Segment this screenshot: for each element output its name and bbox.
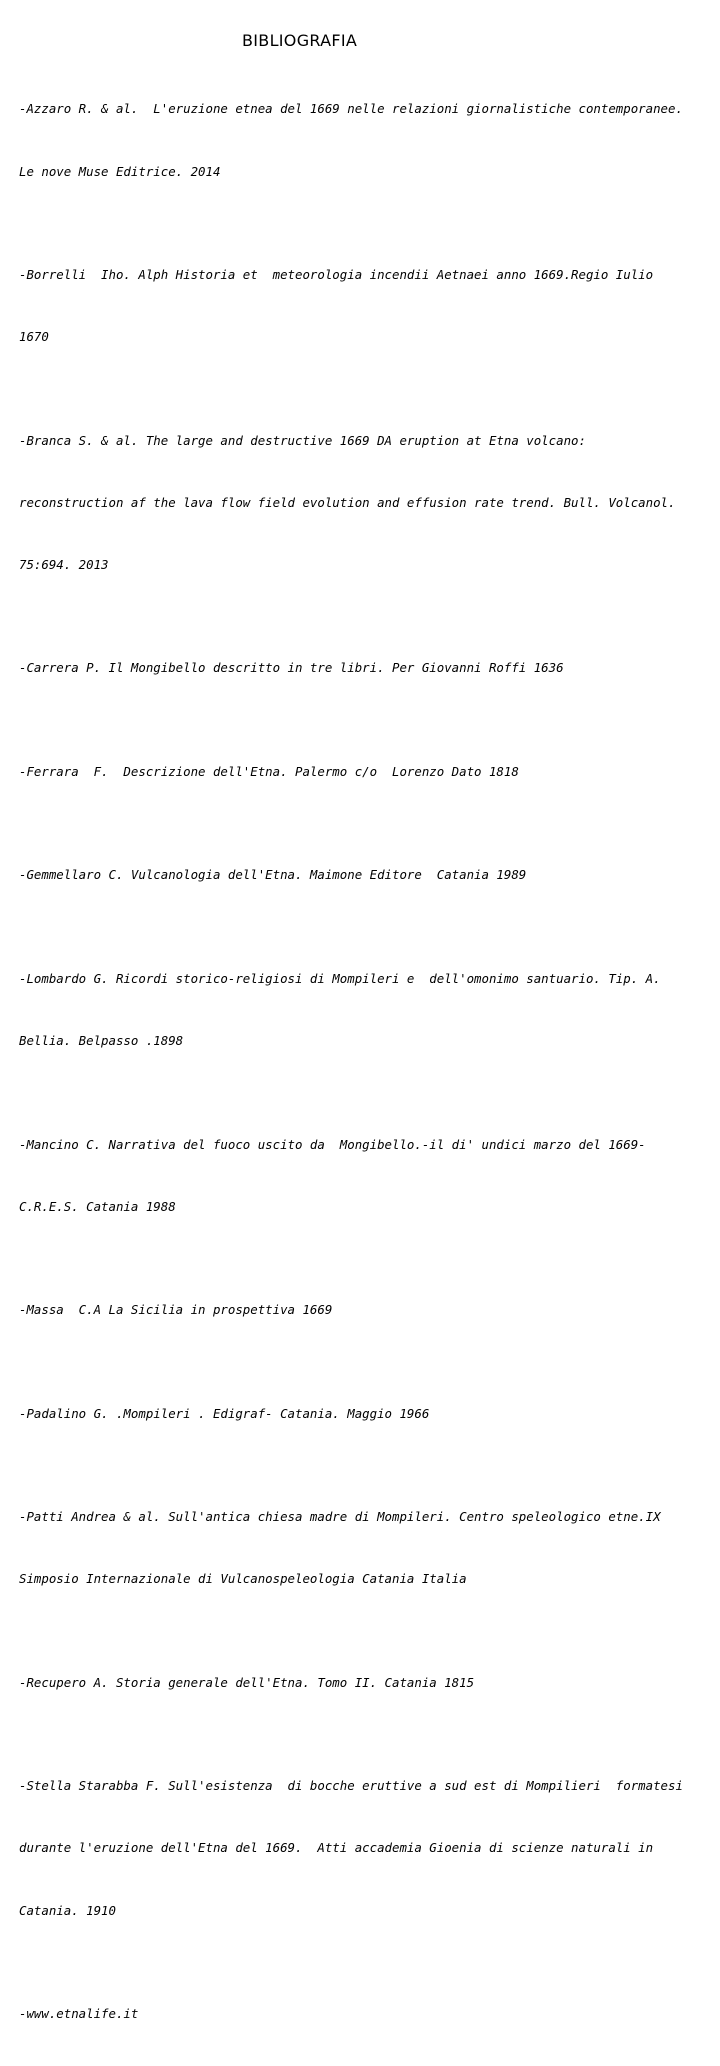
entry-line: durante l'eruzione dell'Etna del 1669. Atti accademia Gioenia di scienze naturali in: [19, 1840, 654, 1856]
bibliography-entry-branca: [19, 389, 715, 617]
entry-line: 1670: [19, 329, 49, 345]
entry-line: Catania. 1910: [19, 1902, 116, 1918]
entry-line: -Massa C.A La Sicilia in prospettiva 1669: [19, 1302, 333, 1318]
entry-line: -Mancino C. Narrativa del fuoco uscito da Mongibello.-il di' undici marzo del 1669-: [19, 1136, 646, 1152]
bibliography-entry-recupero: [19, 1631, 715, 1735]
bibliography-list: [19, 58, 715, 2066]
bibliography-entry-carrera: [19, 617, 715, 721]
entry-line: Bellia. Belpasso .1898: [19, 1033, 184, 1049]
entry-line: reconstruction af the lava flow field evolution and effusion rate trend. Bull. Volcanol.: [19, 494, 676, 510]
entry-line: -Padalino G. .Mompileri . Edigraf- Catania. Maggio 1966: [19, 1405, 430, 1421]
page-title: BIBLIOGRAFIA: [242, 31, 358, 50]
entry-line: -Recupero A. Storia generale dell'Etna. Tomo II. Catania 1815: [19, 1674, 475, 1690]
bibliography-entry-ferrara: [19, 721, 715, 825]
bibliography-entry-borrelli: [19, 224, 715, 390]
entry-line: -Borrelli Iho. Alph Historia et meteorologia incendii Aetnaei anno 1669.Regio Iulio: [19, 267, 654, 283]
bibliography-entry-padalino: [19, 1362, 715, 1466]
entry-line: C.R.E.S. Catania 1988: [19, 1198, 176, 1214]
bibliography-entry-azzaro: [19, 58, 715, 224]
entry-line: -Carrera P. Il Mongibello descritto in tre libri. Per Giovanni Roffi 1636: [19, 660, 564, 676]
entry-line: Le nove Muse Editrice. 2014: [19, 163, 221, 179]
entry-line: Simposio Internazionale di Vulcanospeleologia Catania Italia: [19, 1571, 467, 1587]
entry-line: -Ferrara F. Descrizione dell'Etna. Palermo c/o Lorenzo Dato 1818: [19, 763, 519, 779]
bibliography-entry-lombardo: [19, 928, 715, 1094]
entry-line: -Lombardo G. Ricordi storico-religiosi di Mompileri e dell'omonimo santuario. Tip. A.: [19, 970, 661, 986]
entry-line: -Stella Starabba F. Sull'esistenza di bocche eruttive a sud est di Mompilieri formatesi: [19, 1778, 683, 1794]
bibliography-entry-patti: [19, 1466, 715, 1632]
bibliography-entry-massa: [19, 1259, 715, 1363]
entry-line: -Azzaro R. & al. L'eruzione etnea del 1669 nelle relazioni giornalistiche contemporanee.: [19, 101, 683, 117]
entry-line: -Branca S. & al. The large and destructive 1669 DA eruption at Etna volcano:: [19, 432, 586, 448]
bibliography-entry-website: [19, 1963, 715, 2066]
bibliography-entry-gemmellaro: [19, 824, 715, 928]
bibliography-entry-stella-starabba: [19, 1735, 715, 1963]
entry-line: 75:694. 2013: [19, 556, 109, 572]
entry-line: -Patti Andrea & al. Sull'antica chiesa madre di Mompileri. Centro speleologico etne.IX: [19, 1509, 661, 1525]
entry-line: -Gemmellaro C. Vulcanologia dell'Etna. Maimone Editore Catania 1989: [19, 867, 527, 883]
bibliography-entry-mancino: [19, 1093, 715, 1259]
website-link[interactable]: -www.etnalife.it: [19, 2006, 139, 2022]
